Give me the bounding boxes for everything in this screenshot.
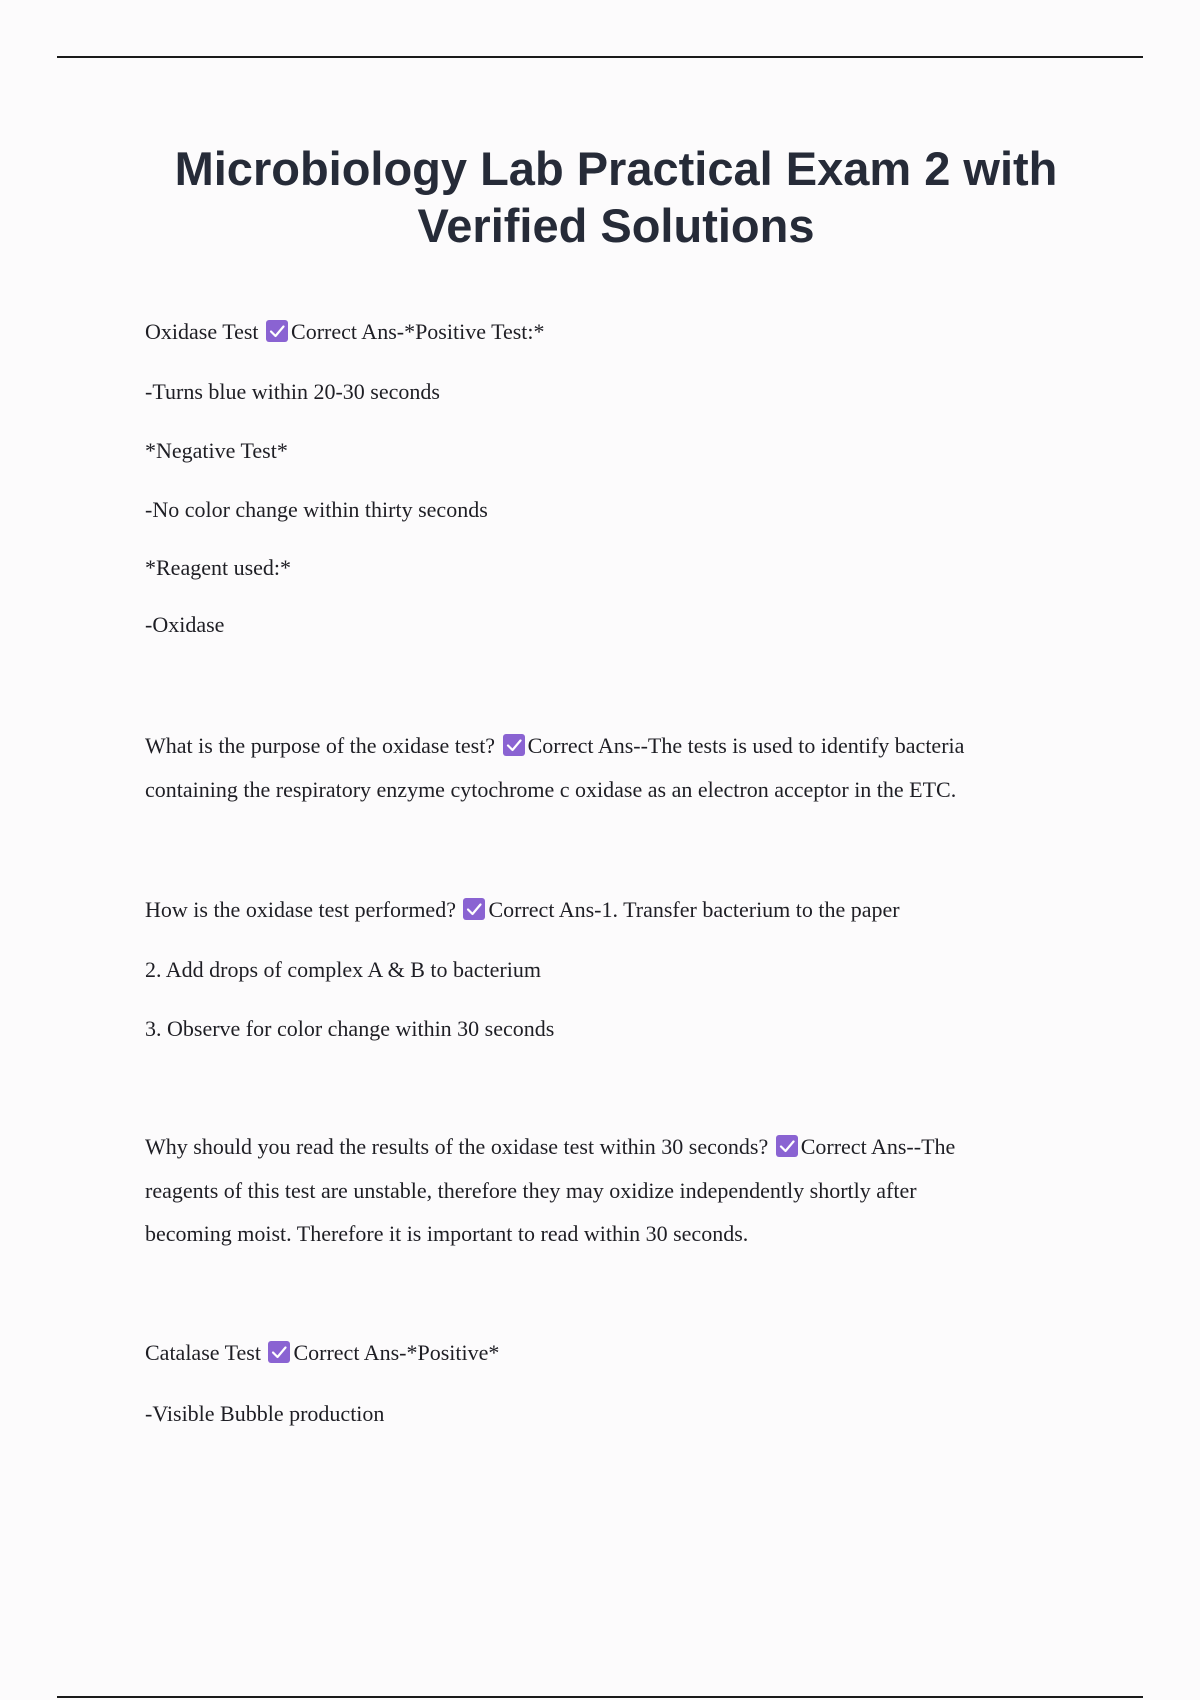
top-rule [57,56,1143,58]
title-line-1: Microbiology Lab Practical Exam 2 with [174,142,1058,195]
answer-text: Correct Ans-1. Transfer bacterium to the paper [488,897,900,922]
question-text: Oxidase Test [145,319,259,344]
qa-entry-read-timing [145,1133,1075,1161]
answer-text: Correct Ans--The [800,1134,956,1159]
answer-line: becoming moist. Therefore it is important to read within 30 seconds. [145,1221,749,1246]
question-text: Catalase Test [145,1340,261,1365]
answer-text: Correct Ans-*Positive Test:* [291,319,545,344]
qa-entry-oxidase-purpose [145,732,1075,760]
question-text: What is the purpose of the oxidase test? [145,733,496,758]
check-mark-icon [268,1341,290,1363]
check-mark-icon [503,734,525,756]
page-title [100,140,1132,254]
title-line-2: Verified Solutions [417,199,815,252]
answer-line: reagents of this test are unstable, therefore they may oxidize independently shortly after [145,1178,917,1203]
answer-line: 3. Observe for color change within 30 seconds [145,1016,555,1041]
check-mark-icon [266,320,288,342]
answer-line: *Reagent used:* [145,555,292,580]
answer-line: *Negative Test* [145,438,288,463]
answer-text: Correct Ans-*Positive* [293,1340,500,1365]
qa-entry-oxidase-procedure [145,896,1075,924]
check-mark-icon [463,898,485,920]
answer-line: containing the respiratory enzyme cytochrome c oxidase as an electron acceptor in the ETC. [145,777,957,802]
qa-entry-catalase-test [145,1339,1075,1367]
bottom-rule [57,1696,1143,1698]
qa-entry-oxidase-test [145,318,1075,346]
answer-line: -No color change within thirty seconds [145,497,488,522]
answer-text: Correct Ans--The tests is used to identify bacteria [527,733,965,758]
answer-line: -Oxidase [145,612,225,637]
question-text: How is the oxidase test performed? [145,897,456,922]
answer-line: -Visible Bubble production [145,1401,385,1426]
answer-line: 2. Add drops of complex A & B to bacterium [145,957,541,982]
check-mark-icon [776,1135,798,1157]
answer-line: -Turns blue within 20-30 seconds [145,379,440,404]
question-text: Why should you read the results of the oxidase test within 30 seconds? [145,1134,769,1159]
